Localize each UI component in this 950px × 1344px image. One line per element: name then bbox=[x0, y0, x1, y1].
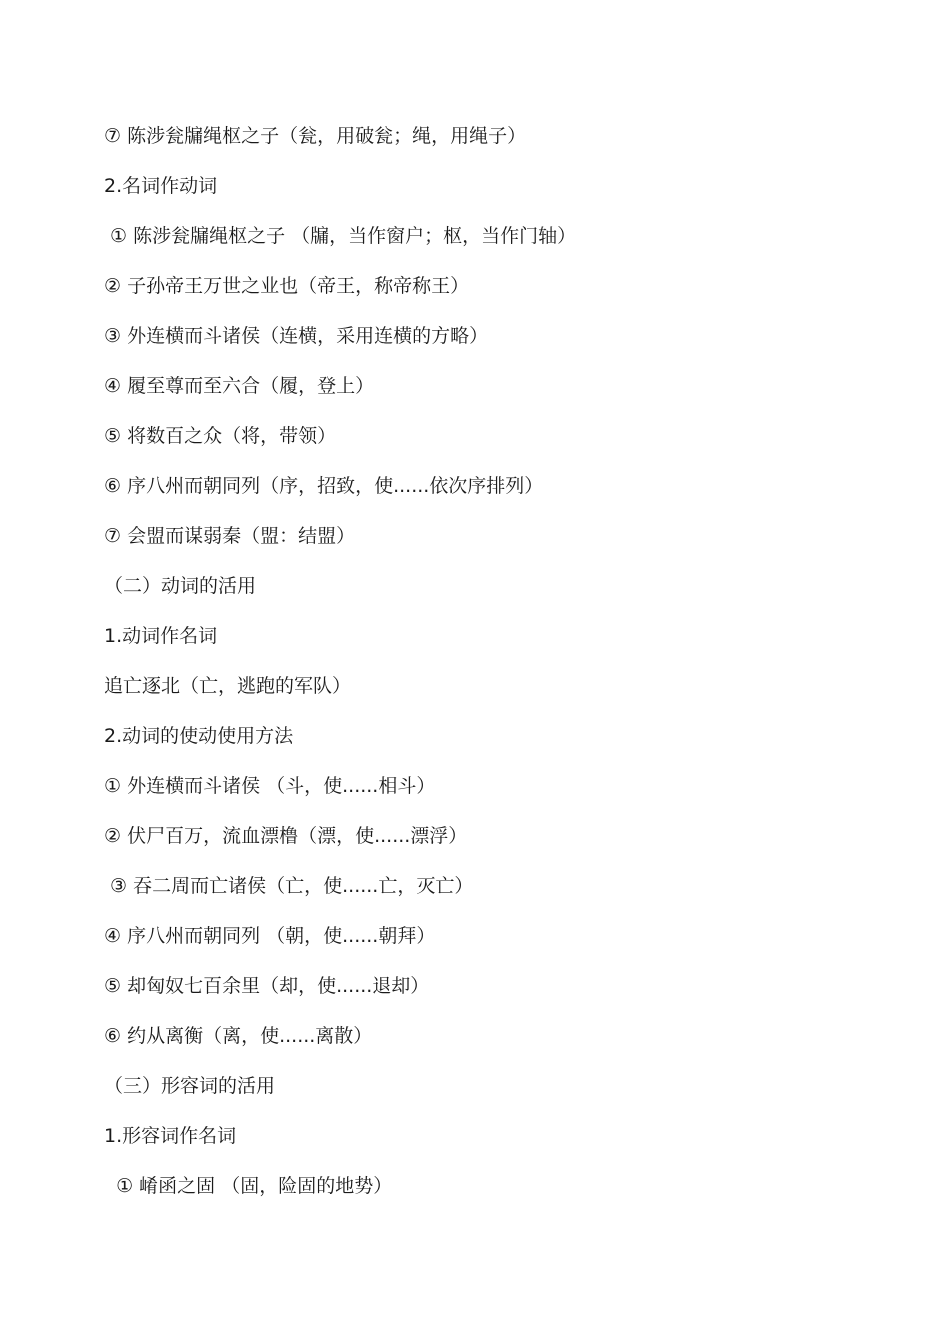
text-line: ⑥ 序八州而朝同列（序，招致，使......依次序排列） bbox=[104, 475, 544, 497]
text-line: 追亡逐北（亡，逃跑的军队） bbox=[104, 675, 352, 697]
text-line: ① 陈涉瓮牖绳枢之子 （牖，当作窗户；枢，当作门轴） bbox=[104, 225, 577, 247]
text-line: ⑦ 会盟而谋弱秦（盟：结盟） bbox=[104, 525, 356, 547]
text-line: ② 伏尸百万，流血漂橹（漂，使......漂浮） bbox=[104, 825, 468, 847]
text-line: ① 崤函之固 （固，险固的地势） bbox=[104, 1175, 393, 1197]
section-heading: 2.动词的使动使用方法 bbox=[104, 725, 294, 747]
section-heading: （二）动词的活用 bbox=[104, 575, 257, 597]
text-line: ④ 序八州而朝同列 （朝，使......朝拜） bbox=[104, 925, 436, 947]
text-line: ③ 吞二周而亡诸侯（亡，使......亡，灭亡） bbox=[104, 875, 474, 897]
text-line: ② 子孙帝王万世之业也（帝王，称帝称王） bbox=[104, 275, 470, 297]
section-heading: 1.动词作名词 bbox=[104, 625, 218, 647]
section-heading: （三）形容词的活用 bbox=[104, 1075, 276, 1097]
text-line: ① 外连横而斗诸侯 （斗，使......相斗） bbox=[104, 775, 436, 797]
text-line: ⑤ 却匈奴七百余里（却，使......退却） bbox=[104, 975, 430, 997]
text-line: ③ 外连横而斗诸侯（连横，采用连横的方略） bbox=[104, 325, 489, 347]
section-heading: 2.名词作动词 bbox=[104, 175, 218, 197]
text-line: ⑥ 约从离衡（离，使......离散） bbox=[104, 1025, 373, 1047]
text-line: ④ 履至尊而至六合（履，登上） bbox=[104, 375, 375, 397]
text-line: ⑤ 将数百之众（将，带领） bbox=[104, 425, 337, 447]
text-line: ⑦ 陈涉瓮牖绳枢之子（瓮，用破瓮；绳，用绳子） bbox=[104, 125, 527, 147]
section-heading: 1.形容词作名词 bbox=[104, 1125, 237, 1147]
